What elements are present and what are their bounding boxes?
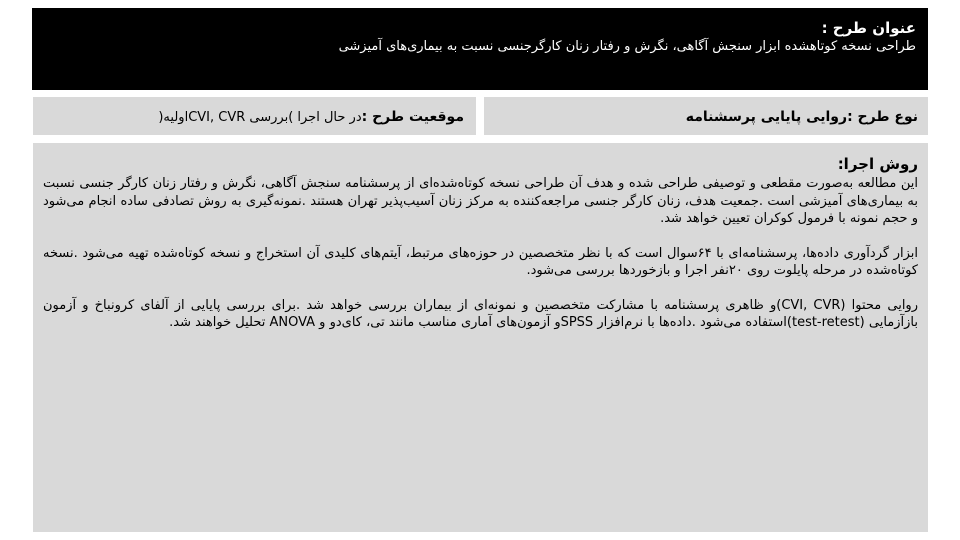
method-paragraph-instrument: ابزار گردآوری داده‌ها، پرسشنامه‌ای با ۶۴سوال است که با نظر متخصصین در حوزه‌های مرتبط، آیتم‌های کلیدی آن استخراج و نسخه کوتاه‌شده تهیه می‌شود .نسخه کوتاه‌شده در مرحله پایلوت روی ۲۰نفر اجرا و بازخوردها بررسی می‌شود. <box>43 245 918 278</box>
project-title-value: طراحی نسخه کوتاهشده ابزار سنجش آگاهی، نگرش و رفتار زنان کارگرجنسی نسبت به بیماری‌های آمیزشی <box>338 39 916 54</box>
project-type-label: نوع طرح : <box>847 109 918 125</box>
method-paragraph-validity: روایی محتوا (CVI, CVR)و ظاهری پرسشنامه با مشارکت متخصصین و نمونه‌ای از بیماران بررسی خواهد شد .برای بررسی پایایی از آلفای کرونباخ و آزمون بازآزمایی (test-retest)استفاده می‌شود .داده‌ها با نرم‌افزار SPSSو آزمون‌های آماری مناسب مانند تی، کای‌دو و ANOVA تحلیل خواهند شد. <box>43 297 918 330</box>
project-status-panel <box>33 97 476 135</box>
project-type-value: روایی پایایی پرسشنامه <box>685 109 848 125</box>
project-type-panel <box>484 97 928 135</box>
project-status-label: موقعیت طرح : <box>361 109 464 125</box>
project-title-panel <box>32 8 928 90</box>
method-paragraph-design: این مطالعه به‌صورت مقطعی و توصیفی طراحی شده و هدف آن طراحی نسخه کوتاه‌شده‌ای از پرسشنامه سنجش آگاهی، نگرش و رفتار زنان کارگر جنسی نسبت به بیماری‌های آمیزشی است .جمعیت هدف، زنان کارگر جنسی مراجعه‌کننده به مرکز زنان آسیب‌پذیر تهران هستند .نمونه‌گیری به روش تصادفی ساده انجام می‌شود و حجم نمونه با فرمول کوکران تعیین خواهد شد. <box>43 176 918 226</box>
method-panel <box>33 143 928 532</box>
method-title: روش اجرا: <box>837 155 918 173</box>
project-status-value: در حال اجرا )بررسی CVI, CVRاولیه( <box>158 110 362 125</box>
project-title-label: عنوان طرح : <box>821 19 916 37</box>
